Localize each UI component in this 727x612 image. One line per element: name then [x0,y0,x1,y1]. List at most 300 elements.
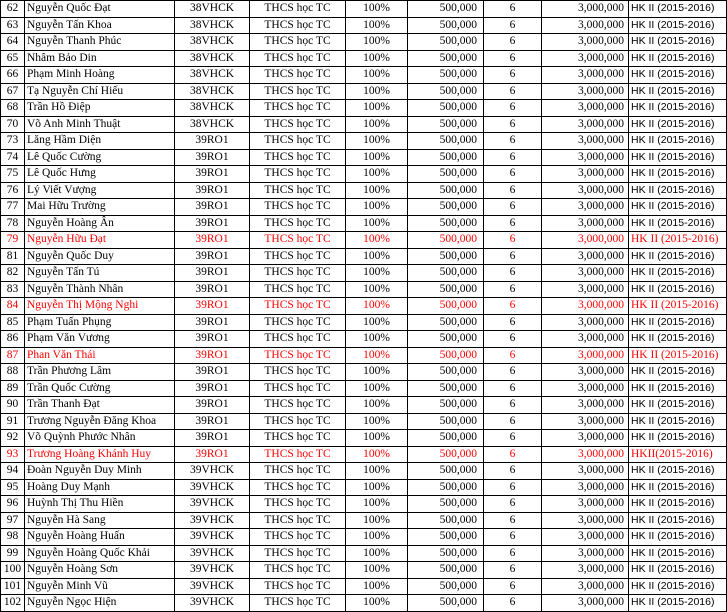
student-name-cell: Nguyễn Thị Mộng Nghi [25,298,175,315]
student-name-cell: Đoàn Nguyễn Duy Minh [25,463,175,480]
months-cell: 6 [484,496,542,513]
class-code-cell: 39RO1 [175,298,250,315]
row-number-cell: 86 [1,331,25,348]
row-number-cell: 88 [1,364,25,381]
table-row [1,347,727,364]
table-row [1,100,727,117]
table-row [1,446,727,463]
term-cell: HK II (2015-2016) [629,529,727,546]
row-number-cell: 102 [1,595,25,612]
months-cell: 6 [484,116,542,133]
student-name-cell: Nguyễn Hoàng Sơn [25,562,175,579]
monthly-amount-cell: 500,000 [408,116,484,133]
row-number-cell: 70 [1,116,25,133]
months-cell: 6 [484,331,542,348]
percent-cell: 100% [346,331,408,348]
months-cell: 6 [484,298,542,315]
class-code-cell: 39RO1 [175,380,250,397]
total-amount-cell: 3,000,000 [542,463,629,480]
monthly-amount-cell: 500,000 [408,232,484,249]
total-amount-cell: 3,000,000 [542,67,629,84]
program-cell: THCS học TC [250,314,346,331]
table-row [1,116,727,133]
class-code-cell: 39RO1 [175,331,250,348]
term-cell: HK II (2015-2016) [629,1,727,18]
class-code-cell: 38VHCK [175,67,250,84]
percent-cell: 100% [346,314,408,331]
student-name-cell: Mai Hữu Trường [25,199,175,216]
months-cell: 6 [484,364,542,381]
percent-cell: 100% [346,67,408,84]
table-row [1,397,727,414]
months-cell: 6 [484,83,542,100]
total-amount-cell: 3,000,000 [542,83,629,100]
months-cell: 6 [484,199,542,216]
table-row [1,314,727,331]
monthly-amount-cell: 500,000 [408,562,484,579]
term-cell: HK II (2015-2016) [629,265,727,282]
program-cell: THCS học TC [250,364,346,381]
total-amount-cell: 3,000,000 [542,479,629,496]
table-row [1,281,727,298]
row-number-cell: 89 [1,380,25,397]
table-row [1,430,727,447]
table-row [1,182,727,199]
program-cell: THCS học TC [250,67,346,84]
student-name-cell: Phan Văn Thái [25,347,175,364]
program-cell: THCS học TC [250,149,346,166]
term-cell: HK II (2015-2016) [629,232,727,249]
class-code-cell: 39VHCK [175,479,250,496]
student-name-cell: Lăng Hầm Diện [25,133,175,150]
monthly-amount-cell: 500,000 [408,149,484,166]
months-cell: 6 [484,397,542,414]
program-cell: THCS học TC [250,578,346,595]
percent-cell: 100% [346,479,408,496]
row-number-cell: 67 [1,83,25,100]
table-row [1,298,727,315]
row-number-cell: 98 [1,529,25,546]
row-number-cell: 97 [1,512,25,529]
monthly-amount-cell: 500,000 [408,397,484,414]
months-cell: 6 [484,166,542,183]
student-name-cell: Nguyễn Thành Nhân [25,281,175,298]
student-name-cell: Nguyễn Tấn Khoa [25,17,175,34]
monthly-amount-cell: 500,000 [408,34,484,51]
student-name-cell: Nguyễn Thanh Phúc [25,34,175,51]
class-code-cell: 39VHCK [175,545,250,562]
term-cell: HK II (2015-2016) [629,397,727,414]
table-row [1,1,727,18]
class-code-cell: 39RO1 [175,182,250,199]
monthly-amount-cell: 500,000 [408,380,484,397]
total-amount-cell: 3,000,000 [542,595,629,612]
class-code-cell: 39RO1 [175,430,250,447]
class-code-cell: 39RO1 [175,232,250,249]
monthly-amount-cell: 500,000 [408,182,484,199]
class-code-cell: 38VHCK [175,50,250,67]
student-name-cell: Võ Quỳnh Phước Nhân [25,430,175,447]
table-row [1,50,727,67]
class-code-cell: 39RO1 [175,133,250,150]
term-cell: HK II (2015-2016) [629,430,727,447]
class-code-cell: 39RO1 [175,215,250,232]
program-cell: THCS học TC [250,595,346,612]
term-cell: HK II (2015-2016) [629,83,727,100]
percent-cell: 100% [346,100,408,117]
total-amount-cell: 3,000,000 [542,50,629,67]
program-cell: THCS học TC [250,545,346,562]
student-name-cell: Trương Nguyễn Đăng Khoa [25,413,175,430]
class-code-cell: 38VHCK [175,100,250,117]
total-amount-cell: 3,000,000 [542,265,629,282]
total-amount-cell: 3,000,000 [542,331,629,348]
monthly-amount-cell: 500,000 [408,578,484,595]
months-cell: 6 [484,463,542,480]
total-amount-cell: 3,000,000 [542,215,629,232]
months-cell: 6 [484,248,542,265]
table-row [1,248,727,265]
row-number-cell: 91 [1,413,25,430]
row-number-cell: 87 [1,347,25,364]
percent-cell: 100% [346,397,408,414]
row-number-cell: 63 [1,17,25,34]
row-number-cell: 92 [1,430,25,447]
percent-cell: 100% [346,83,408,100]
program-cell: THCS học TC [250,248,346,265]
term-cell: HK II (2015-2016) [629,100,727,117]
program-cell: THCS học TC [250,496,346,513]
program-cell: THCS học TC [250,397,346,414]
student-name-cell: Nhâm Bảo Din [25,50,175,67]
row-number-cell: 96 [1,496,25,513]
row-number-cell: 78 [1,215,25,232]
student-name-cell: Lê Quốc Cường [25,149,175,166]
program-cell: THCS học TC [250,182,346,199]
monthly-amount-cell: 500,000 [408,314,484,331]
total-amount-cell: 3,000,000 [542,116,629,133]
table-row [1,562,727,579]
total-amount-cell: 3,000,000 [542,364,629,381]
row-number-cell: 68 [1,100,25,117]
months-cell: 6 [484,347,542,364]
program-cell: THCS học TC [250,17,346,34]
total-amount-cell: 3,000,000 [542,100,629,117]
monthly-amount-cell: 500,000 [408,215,484,232]
row-number-cell: 62 [1,1,25,18]
program-cell: THCS học TC [250,265,346,282]
student-name-cell: Nguyễn Ngọc Hiện [25,595,175,612]
monthly-amount-cell: 500,000 [408,446,484,463]
monthly-amount-cell: 500,000 [408,17,484,34]
term-cell: HK II (2015-2016) [629,331,727,348]
percent-cell: 100% [346,116,408,133]
class-code-cell: 38VHCK [175,1,250,18]
total-amount-cell: 3,000,000 [542,380,629,397]
program-cell: THCS học TC [250,215,346,232]
row-number-cell: 99 [1,545,25,562]
class-code-cell: 39VHCK [175,529,250,546]
total-amount-cell: 3,000,000 [542,578,629,595]
months-cell: 6 [484,430,542,447]
percent-cell: 100% [346,281,408,298]
table-row [1,545,727,562]
monthly-amount-cell: 500,000 [408,265,484,282]
program-cell: THCS học TC [250,166,346,183]
total-amount-cell: 3,000,000 [542,413,629,430]
term-cell: HK II (2015-2016) [629,34,727,51]
term-cell: HK II (2015-2016) [629,281,727,298]
program-cell: THCS học TC [250,232,346,249]
student-name-cell: Nguyễn Tấn Tú [25,265,175,282]
class-code-cell: 39RO1 [175,314,250,331]
percent-cell: 100% [346,149,408,166]
months-cell: 6 [484,595,542,612]
program-cell: THCS học TC [250,199,346,216]
table-row [1,67,727,84]
percent-cell: 100% [346,34,408,51]
student-name-cell: Trần Phương Lâm [25,364,175,381]
row-number-cell: 66 [1,67,25,84]
student-name-cell: Trần Hồ Điệp [25,100,175,117]
program-cell: THCS học TC [250,100,346,117]
months-cell: 6 [484,182,542,199]
student-name-cell: Nguyễn Hữu Đạt [25,232,175,249]
table-row [1,578,727,595]
program-cell: THCS học TC [250,430,346,447]
program-cell: THCS học TC [250,83,346,100]
percent-cell: 100% [346,364,408,381]
months-cell: 6 [484,578,542,595]
monthly-amount-cell: 500,000 [408,463,484,480]
term-cell: HK II (2015-2016) [629,166,727,183]
row-number-cell: 75 [1,166,25,183]
months-cell: 6 [484,281,542,298]
months-cell: 6 [484,133,542,150]
term-cell: HK II (2015-2016) [629,347,727,364]
student-name-cell: Phạm Minh Hoàng [25,67,175,84]
months-cell: 6 [484,512,542,529]
term-cell: HK II (2015-2016) [629,116,727,133]
table-row [1,331,727,348]
row-number-cell: 100 [1,562,25,579]
months-cell: 6 [484,529,542,546]
class-code-cell: 39RO1 [175,265,250,282]
program-cell: THCS học TC [250,562,346,579]
percent-cell: 100% [346,496,408,513]
monthly-amount-cell: 500,000 [408,298,484,315]
percent-cell: 100% [346,166,408,183]
term-cell: HK II (2015-2016) [629,496,727,513]
percent-cell: 100% [346,17,408,34]
class-code-cell: 39RO1 [175,364,250,381]
class-code-cell: 38VHCK [175,83,250,100]
table-row [1,463,727,480]
percent-cell: 100% [346,232,408,249]
months-cell: 6 [484,1,542,18]
class-code-cell: 39VHCK [175,463,250,480]
percent-cell: 100% [346,50,408,67]
percent-cell: 100% [346,380,408,397]
percent-cell: 100% [346,578,408,595]
program-cell: THCS học TC [250,133,346,150]
table-row [1,149,727,166]
monthly-amount-cell: 500,000 [408,199,484,216]
total-amount-cell: 3,000,000 [542,512,629,529]
total-amount-cell: 3,000,000 [542,1,629,18]
program-cell: THCS học TC [250,298,346,315]
total-amount-cell: 3,000,000 [542,133,629,150]
row-number-cell: 76 [1,182,25,199]
program-cell: THCS học TC [250,413,346,430]
monthly-amount-cell: 500,000 [408,512,484,529]
months-cell: 6 [484,314,542,331]
term-cell: HK II (2015-2016) [629,67,727,84]
months-cell: 6 [484,34,542,51]
months-cell: 6 [484,67,542,84]
row-number-cell: 90 [1,397,25,414]
term-cell: HK II (2015-2016) [629,314,727,331]
percent-cell: 100% [346,463,408,480]
percent-cell: 100% [346,199,408,216]
percent-cell: 100% [346,595,408,612]
term-cell: HK II (2015-2016) [629,248,727,265]
term-cell: HK II (2015-2016) [629,578,727,595]
table-row [1,479,727,496]
term-cell: HK II (2015-2016) [629,595,727,612]
table-row [1,595,727,612]
term-cell: HK II (2015-2016) [629,182,727,199]
term-cell: HK II (2015-2016) [629,199,727,216]
monthly-amount-cell: 500,000 [408,364,484,381]
months-cell: 6 [484,413,542,430]
term-cell: HK II (2015-2016) [629,562,727,579]
student-name-cell: Lê Quốc Hưng [25,166,175,183]
term-cell: HK II (2015-2016) [629,215,727,232]
class-code-cell: 38VHCK [175,116,250,133]
total-amount-cell: 3,000,000 [542,248,629,265]
months-cell: 6 [484,446,542,463]
monthly-amount-cell: 500,000 [408,331,484,348]
table-row [1,83,727,100]
percent-cell: 100% [346,446,408,463]
term-cell: HK II (2015-2016) [629,364,727,381]
term-cell: HK II (2015-2016) [629,463,727,480]
term-cell: HK II (2015-2016) [629,413,727,430]
percent-cell: 100% [346,512,408,529]
program-cell: THCS học TC [250,463,346,480]
program-cell: THCS học TC [250,347,346,364]
total-amount-cell: 3,000,000 [542,281,629,298]
student-name-cell: Trương Hoàng Khánh Huy [25,446,175,463]
table-row [1,232,727,249]
student-name-cell: Phạm Văn Vương [25,331,175,348]
percent-cell: 100% [346,215,408,232]
table-row [1,166,727,183]
program-cell: THCS học TC [250,1,346,18]
percent-cell: 100% [346,1,408,18]
months-cell: 6 [484,149,542,166]
class-code-cell: 38VHCK [175,34,250,51]
student-name-cell: Nguyễn Quốc Đạt [25,1,175,18]
row-number-cell: 84 [1,298,25,315]
monthly-amount-cell: 500,000 [408,413,484,430]
class-code-cell: 39VHCK [175,562,250,579]
table-row [1,133,727,150]
row-number-cell: 65 [1,50,25,67]
term-cell: HK II (2015-2016) [629,479,727,496]
months-cell: 6 [484,100,542,117]
total-amount-cell: 3,000,000 [542,149,629,166]
monthly-amount-cell: 500,000 [408,83,484,100]
table-row [1,512,727,529]
monthly-amount-cell: 500,000 [408,67,484,84]
total-amount-cell: 3,000,000 [542,430,629,447]
term-cell: HK II (2015-2016) [629,298,727,315]
class-code-cell: 39RO1 [175,446,250,463]
row-number-cell: 64 [1,34,25,51]
percent-cell: 100% [346,248,408,265]
program-cell: THCS học TC [250,116,346,133]
row-number-cell: 101 [1,578,25,595]
row-number-cell: 95 [1,479,25,496]
class-code-cell: 39RO1 [175,347,250,364]
term-cell: HK II (2015-2016) [629,512,727,529]
total-amount-cell: 3,000,000 [542,199,629,216]
total-amount-cell: 3,000,000 [542,166,629,183]
term-cell: HK II (2015-2016) [629,380,727,397]
table-row [1,364,727,381]
student-name-cell: Nguyễn Hoàng Quốc Khải [25,545,175,562]
student-name-cell: Nguyễn Quốc Duy [25,248,175,265]
class-code-cell: 39RO1 [175,413,250,430]
program-cell: THCS học TC [250,34,346,51]
total-amount-cell: 3,000,000 [542,34,629,51]
class-code-cell: 39VHCK [175,496,250,513]
student-name-cell: Nguyễn Hoàng Ân [25,215,175,232]
total-amount-cell: 3,000,000 [542,545,629,562]
term-cell: HK II (2015-2016) [629,133,727,150]
monthly-amount-cell: 500,000 [408,545,484,562]
percent-cell: 100% [346,413,408,430]
total-amount-cell: 3,000,000 [542,529,629,546]
row-number-cell: 77 [1,199,25,216]
student-name-cell: Hoàng Duy Mạnh [25,479,175,496]
program-cell: THCS học TC [250,331,346,348]
program-cell: THCS học TC [250,281,346,298]
table-row [1,380,727,397]
months-cell: 6 [484,232,542,249]
class-code-cell: 39VHCK [175,578,250,595]
class-code-cell: 39RO1 [175,397,250,414]
term-cell: HK II (2015-2016) [629,545,727,562]
student-name-cell: Tạ Nguyễn Chí Hiếu [25,83,175,100]
row-number-cell: 79 [1,232,25,249]
class-code-cell: 39RO1 [175,248,250,265]
total-amount-cell: 3,000,000 [542,397,629,414]
months-cell: 6 [484,265,542,282]
table-row [1,496,727,513]
monthly-amount-cell: 500,000 [408,248,484,265]
program-cell: THCS học TC [250,380,346,397]
percent-cell: 100% [346,347,408,364]
student-name-cell: Nguyễn Hoàng Huấn [25,529,175,546]
class-code-cell: 39RO1 [175,166,250,183]
monthly-amount-cell: 500,000 [408,496,484,513]
student-name-cell: Huỳnh Thị Thu Hiền [25,496,175,513]
percent-cell: 100% [346,529,408,546]
months-cell: 6 [484,479,542,496]
